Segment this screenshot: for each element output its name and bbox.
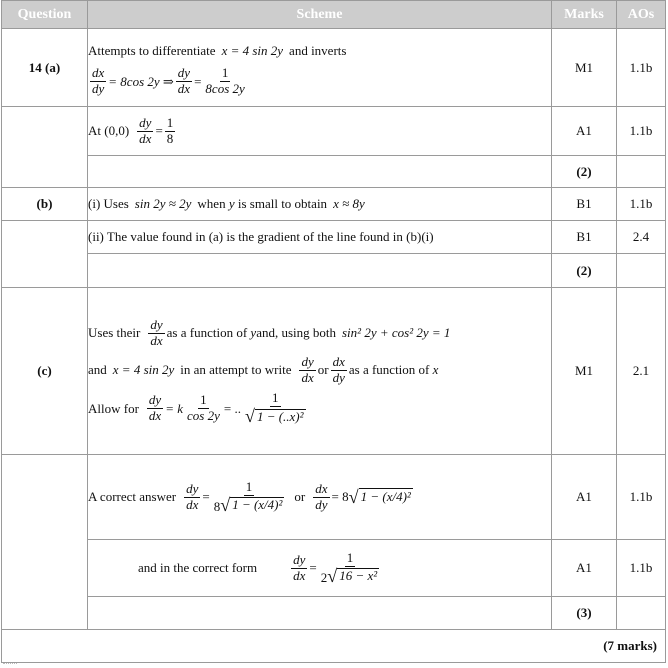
subtotal-c: (3) <box>552 597 617 630</box>
question-label-c: (c) <box>2 288 88 455</box>
fraction: $\frac{dy}{dx}$ <box>139 114 152 146</box>
scheme-cell: (i) Uses sin 2y ≈ 2y when y is small to obtain x ≈ 8y <box>88 188 552 221</box>
fraction: 1 8 √ 1 − (x/4)² <box>213 478 283 515</box>
fraction: 1 √ 1 − (..x)² <box>244 390 304 427</box>
mark-cell: M1 <box>552 288 617 455</box>
header-row <box>2 1 666 29</box>
mark-cell: M1 <box>552 29 617 107</box>
question-label-a: 14 (a) <box>2 29 88 107</box>
table-row <box>2 455 666 540</box>
fraction: $\frac{1}{8}$ <box>166 114 174 146</box>
ao-cell: 1.1b <box>617 29 666 107</box>
scheme-cell: Attempts to differentiate x = 4 sin 2y and inverts $\frac{dx}{dy}$ = 8cos 2y ⇒ $\frac{dy}{dx}$ = $\frac{1}{8\cos 2y}$ <box>88 29 552 107</box>
math-expression: x = 4 sin 2y <box>221 43 284 59</box>
table-row <box>2 540 666 597</box>
table-row <box>2 597 666 630</box>
mark-cell: B1 <box>552 188 617 221</box>
ao-cell: 2.1 <box>617 288 666 455</box>
fraction: $\frac{dy}{dx}$ <box>301 353 314 385</box>
total-row <box>2 630 666 663</box>
scheme-text: At (0,0) <box>88 123 130 138</box>
question-label-b: (b) <box>2 188 88 221</box>
fraction: $\frac{dy}{dx}$ <box>177 65 191 96</box>
fraction: 1 2 √ 16 − x² <box>320 549 378 586</box>
fraction: $\frac{1}{8\cos 2y}$ <box>205 65 245 96</box>
fraction: $\frac{dy}{dx}$ <box>148 392 162 424</box>
mark-scheme-table <box>1 0 666 663</box>
scheme-text: and inverts <box>289 43 347 59</box>
math-expression: sin 2y ≈ 2y <box>134 196 192 211</box>
scheme-cell: and in the correct form $\frac{dy}{dx}$ = 1 2 √ 16 − x² <box>88 540 552 597</box>
math-expression: = 8cos 2y ⇒ <box>108 73 174 89</box>
header-scheme: Scheme <box>88 1 552 29</box>
fraction: $\frac{dy}{dx}$ <box>293 551 306 583</box>
math-expression: sin² 2y + cos² 2y = 1 <box>342 325 451 341</box>
table-row <box>2 188 666 221</box>
scheme-text: Attempts to differentiate <box>88 43 216 59</box>
scheme-cell: A correct answer $\frac{dy}{dx}$ = 1 8 √ 1 − (x/4)² or $\frac{dx}{dy}$ = 8 √ 1 − (x/4)² <box>88 455 552 540</box>
ao-cell: 1.1b <box>617 188 666 221</box>
ao-cell: 2.4 <box>617 221 666 254</box>
subtotal-b: (2) <box>552 254 617 288</box>
table-row <box>2 254 666 288</box>
fraction: $\frac{dx}{dy}$ <box>92 65 105 96</box>
table-row <box>2 288 666 455</box>
header-question: Question <box>2 1 88 29</box>
footer-decoration <box>3 663 17 668</box>
mark-cell: A1 <box>552 107 617 156</box>
table-row <box>2 221 666 254</box>
table-row <box>2 156 666 188</box>
total-marks: (7 marks) <box>2 630 666 663</box>
fraction: $\frac{dx}{dy}$ <box>332 353 345 385</box>
table-row <box>2 107 666 156</box>
ao-cell: 1.1b <box>617 540 666 597</box>
fraction: $\frac{dy}{dx}$ <box>150 316 163 348</box>
math-expression: x ≈ 8y <box>333 196 365 211</box>
fraction: $\frac{dy}{dx}$ <box>186 480 199 512</box>
table-row <box>2 29 666 107</box>
ao-cell: 1.1b <box>617 107 666 156</box>
header-aos: AOs <box>617 1 666 29</box>
mark-cell: A1 <box>552 455 617 540</box>
scheme-cell: Uses their $\frac{dy}{dx}$ as a function of y and, using both sin² 2y + cos² 2y = 1 and x = 4 sin 2y in an attempt to write $\frac{dy}{dx}$ or $\frac{dx}{dy}$ as a function of x Allow for $\frac{dy}{dx}$ = k $\frac{1}{\cos 2y}$ = .. 1 √ 1 − (..x)² <box>88 288 552 455</box>
subtotal-a: (2) <box>552 156 617 188</box>
scheme-cell: (ii) The value found in (a) is the gradient of the line found in (b)(i) <box>88 221 552 254</box>
ao-cell: 1.1b <box>617 455 666 540</box>
math-expression: x = 4 sin 2y <box>112 362 175 377</box>
scheme-cell: At (0,0) $\frac{dy}{dx}$ = $\frac{1}{8}$ <box>88 107 552 156</box>
mark-cell: A1 <box>552 540 617 597</box>
fraction: $\frac{1}{\cos 2y}$ <box>187 392 220 424</box>
header-marks: Marks <box>552 1 617 29</box>
fraction: $\frac{dx}{dy}$ <box>315 480 328 512</box>
mark-cell: B1 <box>552 221 617 254</box>
